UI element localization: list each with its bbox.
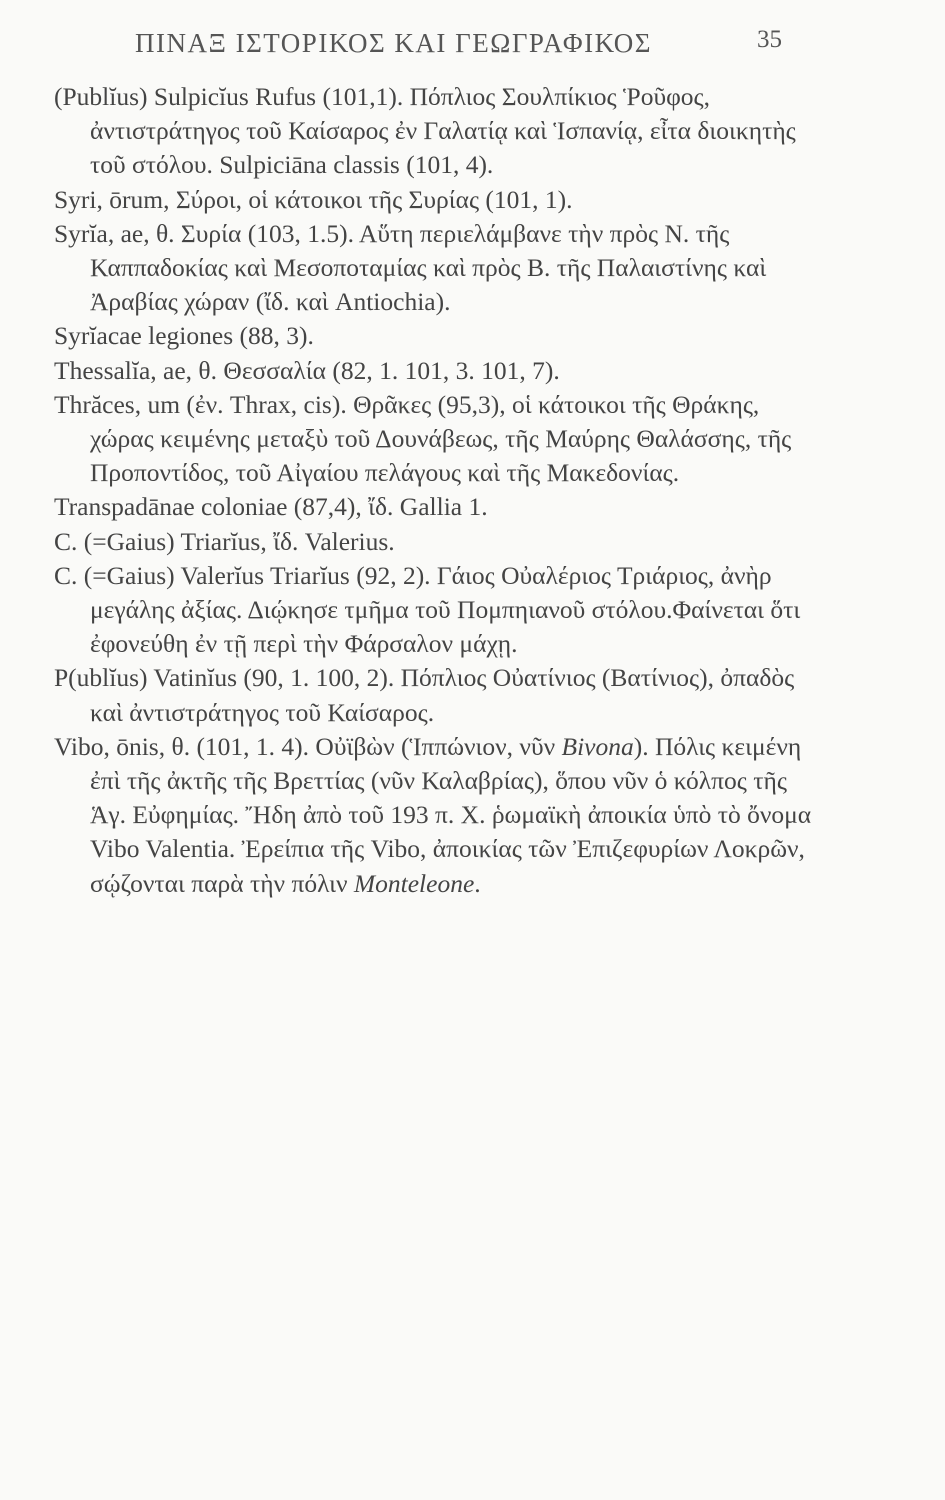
entry-text-segment: ). Πόλις κειμένη ἐπὶ τῆς ἀκτῆς τῆς Βρεττίας (νῦν Καλαβρίας), ὅπου νῦν ὁ κόλπος τῆς Ἁγ. Εὐφημίας. Ἤδη ἀπὸ τοῦ 193 π. Χ. ῥωμαϊκὴ ἀποικία ὑπὸ τὸ ὄνομα Vibo Valentia. Ἐρείπια τῆς Vibo, ἀποικίας τῶν Ἐπιζεφυρίων Λοκρῶν, σῴζονται παρὰ τὴν πόλιν [90,731,812,898]
index-entries [54,80,814,901]
page-header [0,14,945,58]
index-entry: Transpadānae coloniae (87,4), ἴδ. Gallia 1. [54,492,488,522]
index-entry: C. (=Gaius) Valerĭus Triarĭus (92, 2). Γάιος Οὐαλέριος Τριάριος, ἀνὴρ μεγάλης ἀξίας. Διῴκησε τμῆμα τοῦ Πομπηιανοῦ στόλου.Φαίνεται ὅτι ἐφονεύθη ἐν τῇ περὶ τὴν Φάρσαλον μάχῃ. [54,560,801,659]
entry-text-segment: . [474,868,481,898]
entry-text-segment: Vibo, ōnis, θ. (101, 1. 4). Οὐϊβὼν (Ἱππώνιον, νῦν [54,731,562,761]
modern-place-name: Bivona [561,731,634,761]
index-entry: Syrĭa, ae, θ. Συρία (103, 1.5). Αὕτη περιελάμβανε τὴν πρὸς Ν. τῆς Καππαδοκίας καὶ Μεσοποταμίας καὶ πρὸς Β. τῆς Παλαιστίνης καὶ Ἀραβίας χώραν (ἴδ. καὶ Antiochia). [54,218,767,317]
index-entry: Syri, ōrum, Σύροι, οἱ κάτοικοι τῆς Συρίας (101, 1). [54,184,573,214]
page-number: 35 [757,26,782,53]
index-entry: (Publĭus) Sulpicĭus Rufus (101,1). Πόπλιος Σουλπίκιος Ῥοῦφος, ἀντιστράτηγος τοῦ Καίσαρος ἐν Γαλατίᾳ καὶ Ἱσπανίᾳ, εἶτα διοικητὴς τοῦ στόλου. Sulpiciāna classis (101, 4). [54,82,796,180]
index-entry: P(ublĭus) Vatinĭus (90, 1. 100, 2). Πόπλιος Οὐατίνιος (Βατίνιος), ὀπαδὸς καὶ ἀντιστράτηγος τοῦ Καίσαρος. [54,663,795,727]
index-entry: Thrăces, um (ἐν. Thrax, cis). Θρᾶκες (95,3), οἱ κάτοικοι τῆς Θράκης, χώρας κειμένης μεταξὺ τοῦ Δουνάβεως, τῆς Μαύρης Θαλάσσης, τῆς Προποντίδος, τοῦ Αἰγαίου πελάγους καὶ τῆς Μακεδονίας. [54,389,792,488]
index-entry: Thessalĭa, ae, θ. Θεσσαλία (82, 1. 101, 3. 101, 7). [54,355,560,385]
running-title: ΠΙΝΑΞ ΙΣΤΟΡΙΚΟΣ ΚΑΙ ΓΕΩΓΡΑΦΙΚΟΣ [135,28,652,58]
modern-place-name: Monteleone [353,868,475,898]
index-entry: C. (=Gaius) Triarĭus, ἴδ. Valerius. [54,526,395,556]
index-entry: Syrĭacae legiones (88, 3). [54,321,314,351]
index-entry-vibo [54,730,814,901]
